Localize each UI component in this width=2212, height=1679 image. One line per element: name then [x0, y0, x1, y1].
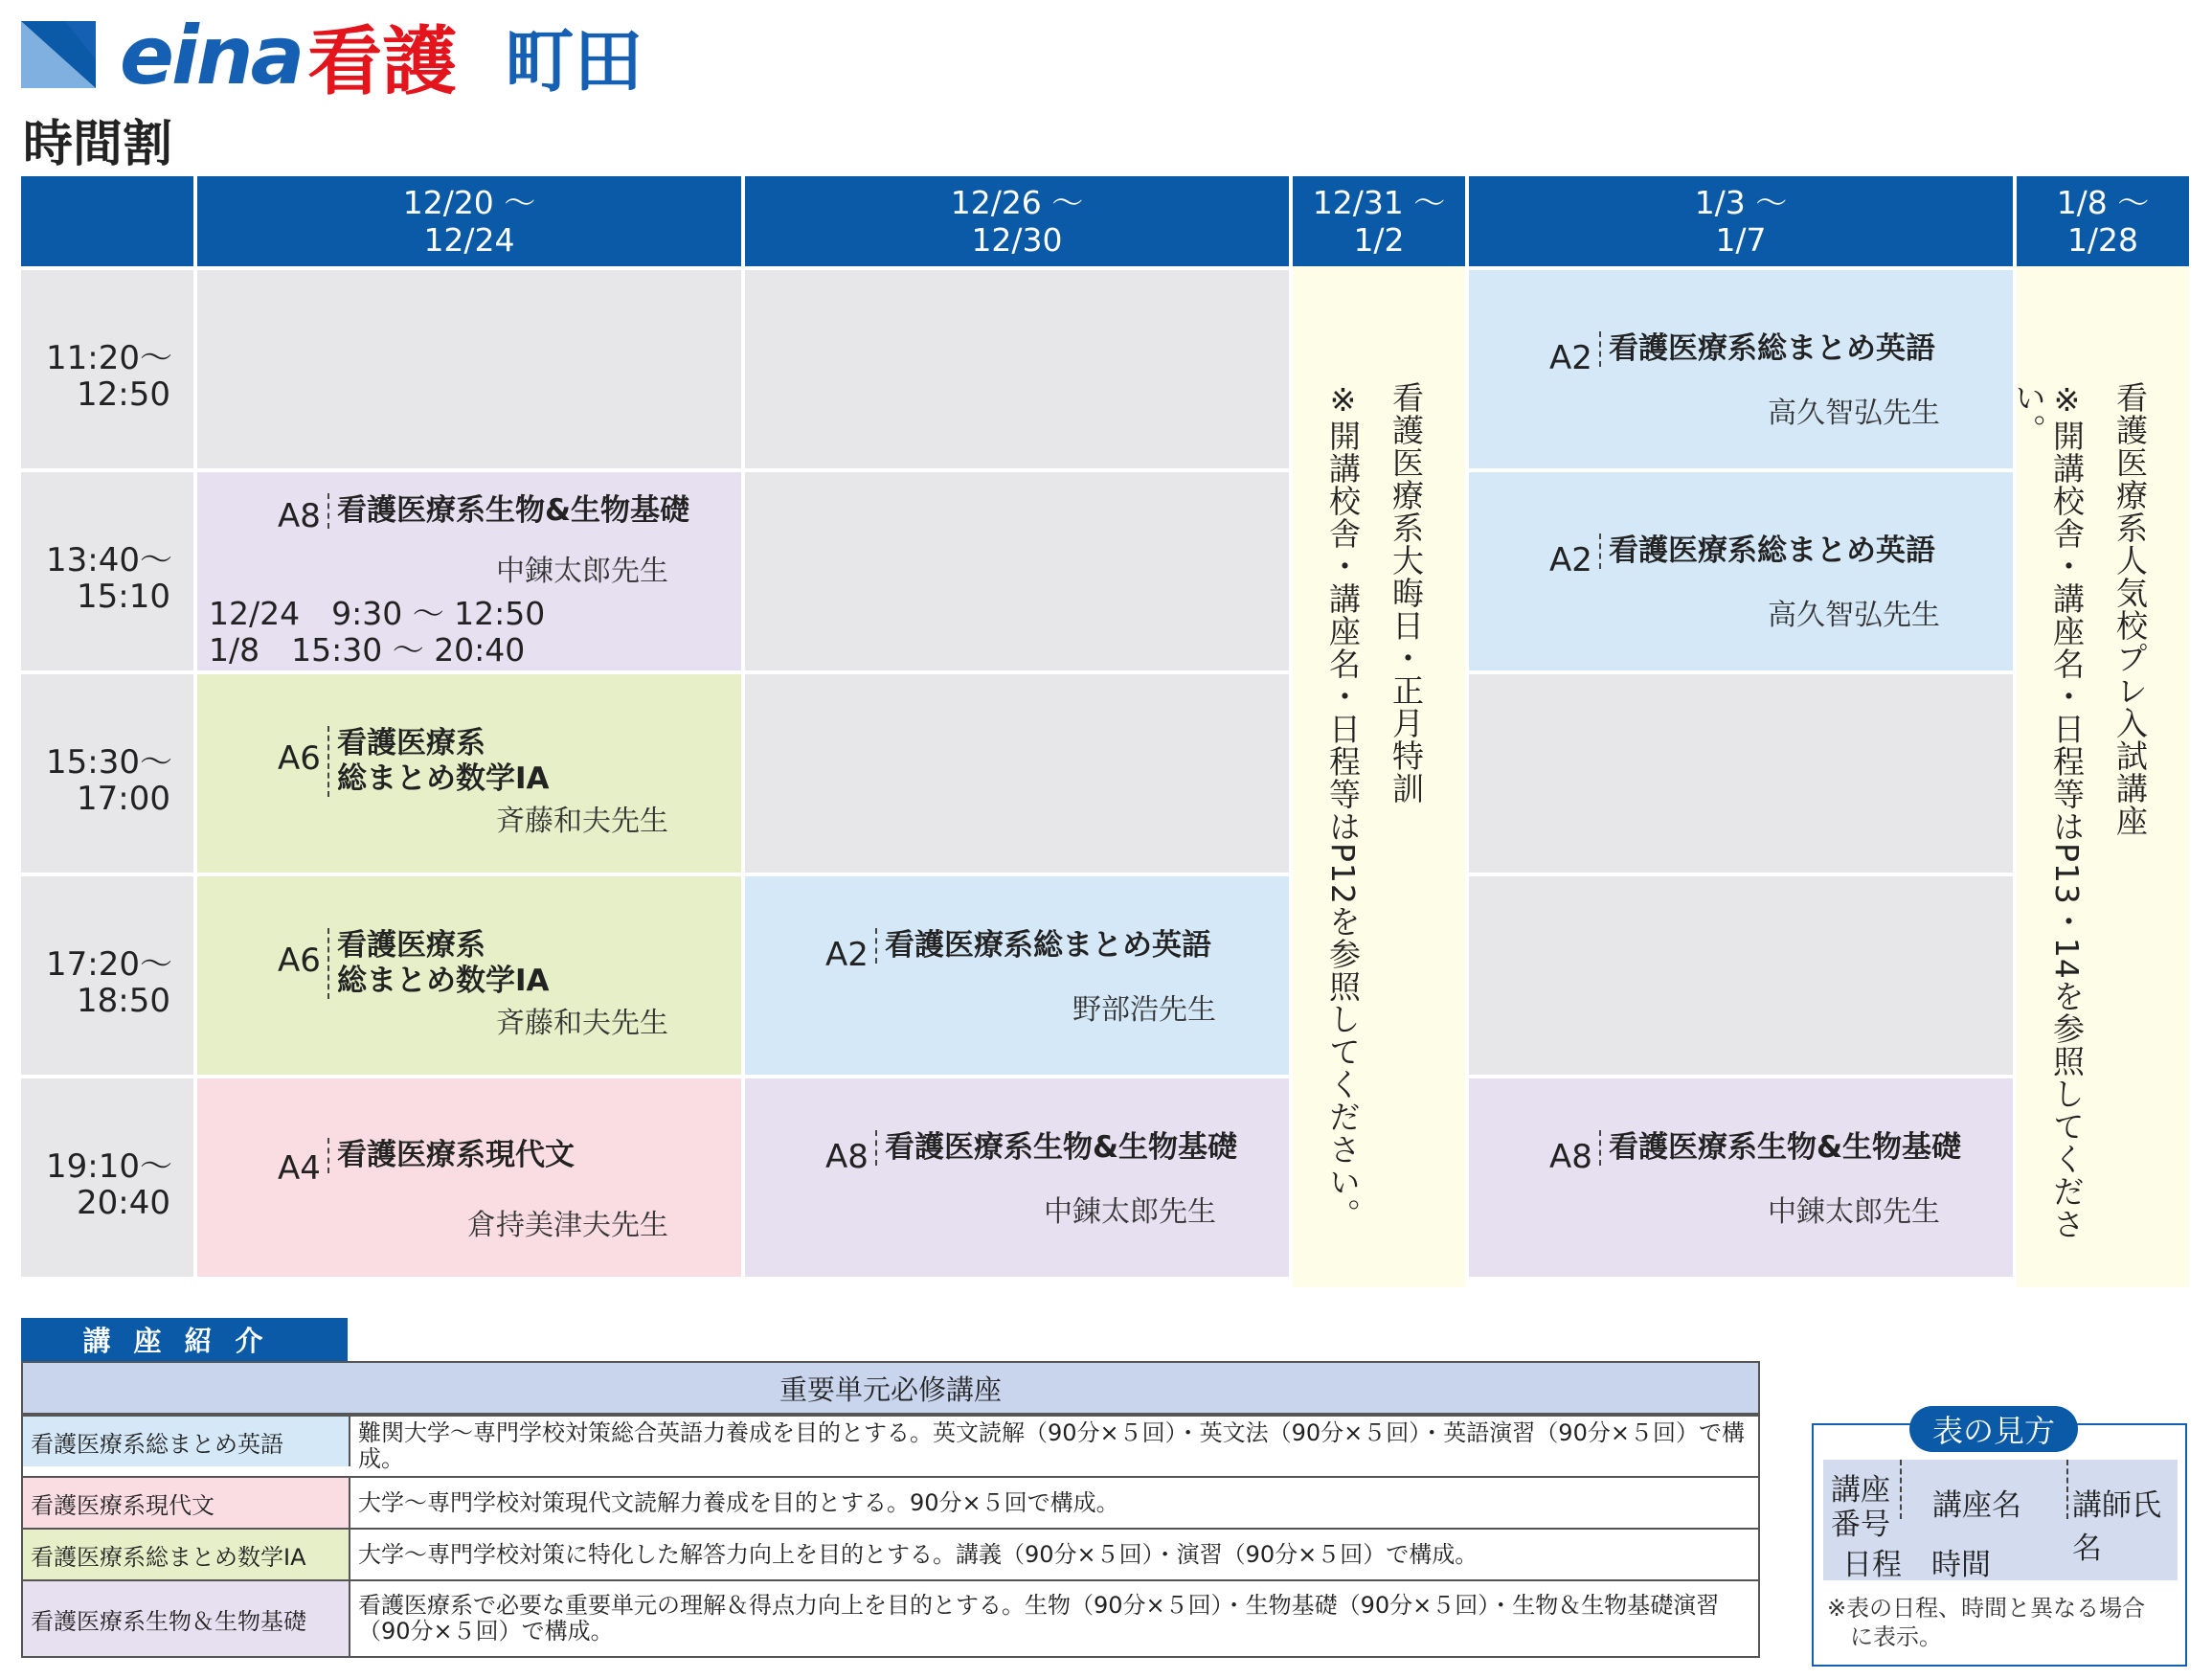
- column-header-2: 12/26 ～ 12/30: [745, 176, 1289, 266]
- teacher-name: 高久智弘先生: [1768, 397, 1940, 430]
- course-code: A4: [278, 1149, 321, 1188]
- special-course-title: 看護医療系人気校プレ入試講座: [2111, 381, 2149, 837]
- legend-name-label: 講座名: [1932, 1488, 2021, 1523]
- teacher-name: 倉持美津夫先生: [467, 1209, 668, 1242]
- course-name: 看護医療系生物&生物基礎: [1599, 1130, 1961, 1166]
- legend-box: [1812, 1413, 2187, 1667]
- course-intro-desc: 看護医療系で必要な重要単元の理解＆得点力向上を目的とする。生物（90分×５回）・生物基礎（90分×５回）・生物＆生物基礎演習（90分×５回）で構成。: [350, 1581, 1758, 1656]
- course-intro-name: 看護医療系生物＆生物基礎: [23, 1581, 350, 1656]
- course-name: 看護医療系総まとめ英語: [875, 928, 1211, 964]
- cell-c2-r4: [745, 876, 1289, 1075]
- header-corner: [21, 176, 193, 266]
- timetable: [21, 176, 2189, 1287]
- cell-c1-r2: [197, 472, 741, 670]
- cell-c1-r4: [197, 876, 741, 1075]
- cell-c4-r2: [1469, 472, 2013, 670]
- legend-code-label-2: 番号: [1831, 1508, 1890, 1542]
- course-name: 看護医療系 総まとめ数学ⅠA: [327, 726, 550, 797]
- cell-c4-r3: [1469, 674, 2013, 873]
- cell-c4-r1: [1469, 270, 2013, 468]
- course-intro-row: [23, 1415, 1758, 1476]
- legend-divider-2: [2066, 1460, 2068, 1519]
- course-code: A2: [825, 936, 869, 974]
- cell-c1-r1: [197, 270, 741, 468]
- course-intro-desc: 難関大学～専門学校対策総合英語力養成を目的とする。英文読解（90分×５回）・英文法（90分×５回）・英語演習（90分×５回）で構成。: [350, 1417, 1758, 1476]
- course-code: A2: [1549, 339, 1592, 377]
- course-code: A8: [1549, 1138, 1592, 1176]
- cell-c2-r2: [745, 472, 1289, 670]
- campus-name: 町田: [505, 21, 643, 102]
- legend-code-label-1: 講座: [1831, 1473, 1890, 1508]
- time-slot-5: 19:10～ 20:40: [21, 1078, 193, 1277]
- course-intro-row: [23, 1476, 1758, 1528]
- course-intro-name: 看護医療系総まとめ数学ⅠA: [23, 1530, 350, 1579]
- brand-latin: eina: [120, 9, 303, 102]
- brand-logo: [120, 8, 643, 103]
- column-header-4: 1/3 ～ 1/7: [1469, 176, 2013, 266]
- course-intro-table: [21, 1361, 1760, 1658]
- teacher-name: 高久智弘先生: [1768, 599, 1940, 632]
- course-code: A2: [1549, 541, 1592, 579]
- course-name: 看護医療系生物&生物基礎: [875, 1130, 1237, 1166]
- course-intro-desc: 大学～専門学校対策に特化した解答力向上を目的とする。講義（90分×５回）・演習（90分×５回）で構成。: [350, 1530, 1758, 1579]
- course-name: 看護医療系生物&生物基礎: [327, 493, 689, 529]
- time-slot-4: 17:20～ 18:50: [21, 876, 193, 1075]
- legend-date-label: 日程 時間: [1842, 1548, 1991, 1582]
- course-name: 看護医療系総まとめ英語: [1599, 331, 1935, 367]
- teacher-name: 中錬太郎先生: [496, 555, 668, 588]
- course-code: A8: [278, 497, 321, 535]
- course-intro-name: 看護医療系現代文: [23, 1478, 350, 1528]
- special-course-note: ※開講校舎・講座名・日程等はP13・14を参照してください。: [2010, 381, 2086, 1240]
- course-intro-desc: 大学～専門学校対策現代文読解力養成を目的とする。90分×５回で構成。: [350, 1478, 1758, 1528]
- legend-note: ※表の日程、時間と異なる場合 に表示。: [1827, 1595, 2146, 1650]
- page-title: 時間割: [23, 116, 173, 173]
- special-course-note: ※開講校舎・講座名・日程等はP12を参照してください。: [1324, 381, 1362, 1231]
- logo-mark-icon: [21, 21, 96, 88]
- legend-sample: [1823, 1460, 2178, 1580]
- teacher-name: 野部浩先生: [1072, 993, 1216, 1027]
- legend-title: 表の見方: [1909, 1406, 2078, 1452]
- course-intro-heading: 重要単元必修講座: [23, 1363, 1758, 1415]
- course-intro-tab: 講座紹介: [21, 1318, 348, 1361]
- column-header-1: 12/20 ～ 12/24: [197, 176, 741, 266]
- time-slot-3: 15:30～ 17:00: [21, 674, 193, 873]
- teacher-name: 中錬太郎先生: [1044, 1195, 1216, 1229]
- course-name: 看護医療系 総まとめ数学ⅠA: [327, 928, 550, 999]
- schedule-note-2: 1/8 15:30 ～ 20:40: [209, 631, 526, 669]
- schedule-note-1: 12/24 9:30 ～ 12:50: [209, 595, 546, 632]
- teacher-name: 斉藤和夫先生: [496, 1007, 668, 1040]
- course-name: 看護医療系総まとめ英語: [1599, 533, 1935, 569]
- course-intro-row: [23, 1579, 1758, 1656]
- time-slot-1: 11:20～ 12:50: [21, 270, 193, 468]
- course-intro-row: [23, 1528, 1758, 1579]
- cell-c2-r3: [745, 674, 1289, 873]
- cell-c1-r3: [197, 674, 741, 873]
- brand-kanji: 看護: [307, 19, 458, 105]
- cell-c4-r5: [1469, 1078, 2013, 1277]
- course-intro-name: 看護医療系総まとめ英語: [23, 1417, 350, 1466]
- special-course-title: 看護医療系大晦日・正月特訓: [1388, 381, 1425, 805]
- column-header-3: 12/31 ～ 1/2: [1293, 176, 1465, 266]
- column-header-5: 1/8 ～ 1/28: [2017, 176, 2189, 266]
- teacher-name: 斉藤和夫先生: [496, 805, 668, 838]
- special-course-newyear: [1293, 266, 1465, 1287]
- course-code: A6: [278, 739, 321, 778]
- legend-divider-1: [1900, 1460, 1902, 1519]
- time-slot-2: 13:40～ 15:10: [21, 472, 193, 670]
- cell-c1-r5: [197, 1078, 741, 1277]
- legend-teacher-label: 講師氏名: [2072, 1488, 2161, 1566]
- cell-c4-r4: [1469, 876, 2013, 1075]
- course-name: 看護医療系現代文: [327, 1138, 575, 1173]
- course-code: A8: [825, 1138, 869, 1176]
- cell-c2-r5: [745, 1078, 1289, 1277]
- teacher-name: 中錬太郎先生: [1768, 1195, 1940, 1229]
- course-code: A6: [278, 942, 321, 980]
- cell-c2-r1: [745, 270, 1289, 468]
- special-course-pre-exam: [2010, 266, 2189, 1287]
